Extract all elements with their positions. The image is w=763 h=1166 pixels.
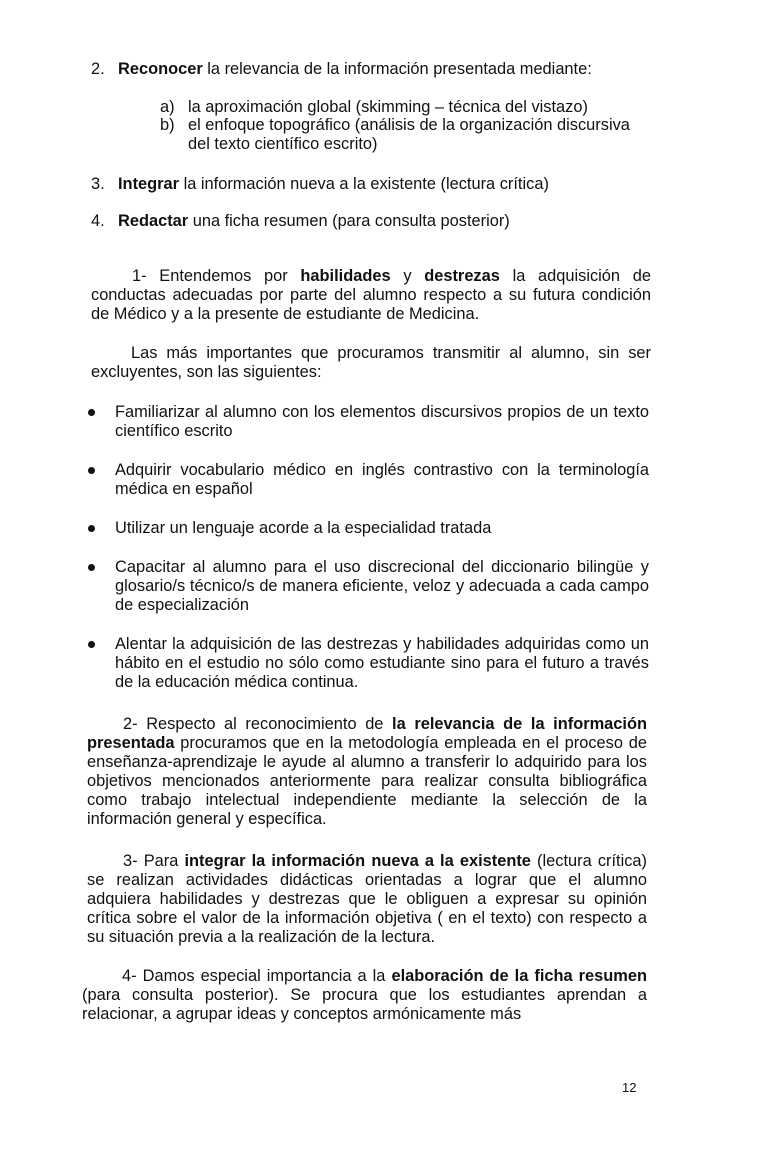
- page-number: 12: [622, 1080, 637, 1095]
- step-text: una ficha resumen (para consulta posterior): [188, 212, 510, 230]
- sub-item-text: el enfoque topográfico (análisis de la organización discursiva del texto científico escrito): [188, 116, 630, 153]
- bullet-icon: [88, 409, 95, 416]
- step-text: la relevancia de la información presentada mediante:: [202, 60, 592, 78]
- step-keyword: Redactar: [118, 212, 189, 230]
- paragraph-2: 2- Respecto al reconocimiento de la relevancia de la información presentada procuramos que en la metodología empleada en el proceso de enseñanza-aprendizaje le ayude al alumno a transferir lo adquirido para los objetivos mencionados anteriormente para realizar consulta bibliográfica como trabajo intelectual independiente mediante la selección de la información general y específica.: [87, 715, 647, 828]
- emphasis: destrezas: [424, 267, 500, 285]
- bullet-icon: [88, 467, 95, 474]
- paragraph-4: 4- Damos especial importancia a la elaboración de la ficha resumen (para consulta posterior). Se procura que los estudiantes aprendan a relacionar, a agrupar ideas y conceptos armónicamente más: [82, 967, 648, 1023]
- emphasis: habilidades: [300, 267, 391, 285]
- bullets-intro: Las más importantes que procuramos transmitir al alumno, sin ser excluyentes, son las siguientes:: [91, 344, 651, 381]
- emphasis: elaboración de la ficha resumen: [391, 967, 648, 985]
- sub-item-label: a): [160, 98, 175, 116]
- paragraph-3: 3- Para integrar la información nueva a la existente (lectura crítica) se realizan actividades didácticas orientadas a lograr que el alumno adquiera habilidades y destrezas que le obliguen a expresar su opinión crítica sobre el valor de la información objetiva ( en el texto) con respecto a su situación previa a la realización de la lectura.: [87, 852, 647, 946]
- bullet-text: Familiarizar al alumno con los elementos discursivos propios de un texto científico escrito: [115, 403, 649, 440]
- step-number: 3.: [91, 175, 105, 193]
- bullet-text: Capacitar al alumno para el uso discrecional del diccionario bilingüe y glosario/s técnico/s de manera eficiente, veloz y adecuada a cada campo de especialización: [115, 558, 649, 614]
- sub-item-text: la aproximación global (skimming – técnica del vistazo): [188, 98, 588, 116]
- bullet-icon: [88, 564, 95, 571]
- bullet-text: Adquirir vocabulario médico en inglés contrastivo con la terminología médica en español: [115, 461, 649, 498]
- bullet-icon: [88, 525, 95, 532]
- bullet-text: Alentar la adquisición de las destrezas y habilidades adquiridas como un hábito en el estudio no sólo como estudiante sino para el futuro a través de la educación médica continua.: [115, 635, 649, 691]
- step-number: 2.: [91, 60, 105, 78]
- step-number: 4.: [91, 212, 105, 230]
- emphasis: integrar la información nueva a la existente: [184, 852, 531, 870]
- step-keyword: Integrar: [118, 175, 180, 193]
- step-keyword: Reconocer: [118, 60, 203, 78]
- paragraph-1: 1- Entendemos por habilidades y destrezas la adquisición de conductas adecuadas por parte del alumno respecto a su futura condición de Médico y a la presente de estudiante de Medicina.: [91, 267, 651, 323]
- bullet-text: Utilizar un lenguaje acorde a la especialidad tratada: [115, 519, 492, 537]
- bullet-icon: [88, 641, 95, 648]
- sub-item-label: b): [160, 116, 175, 134]
- emphasis: la relevancia de la información presentada: [87, 715, 647, 752]
- step-text: la información nueva a la existente (lectura crítica): [179, 175, 549, 193]
